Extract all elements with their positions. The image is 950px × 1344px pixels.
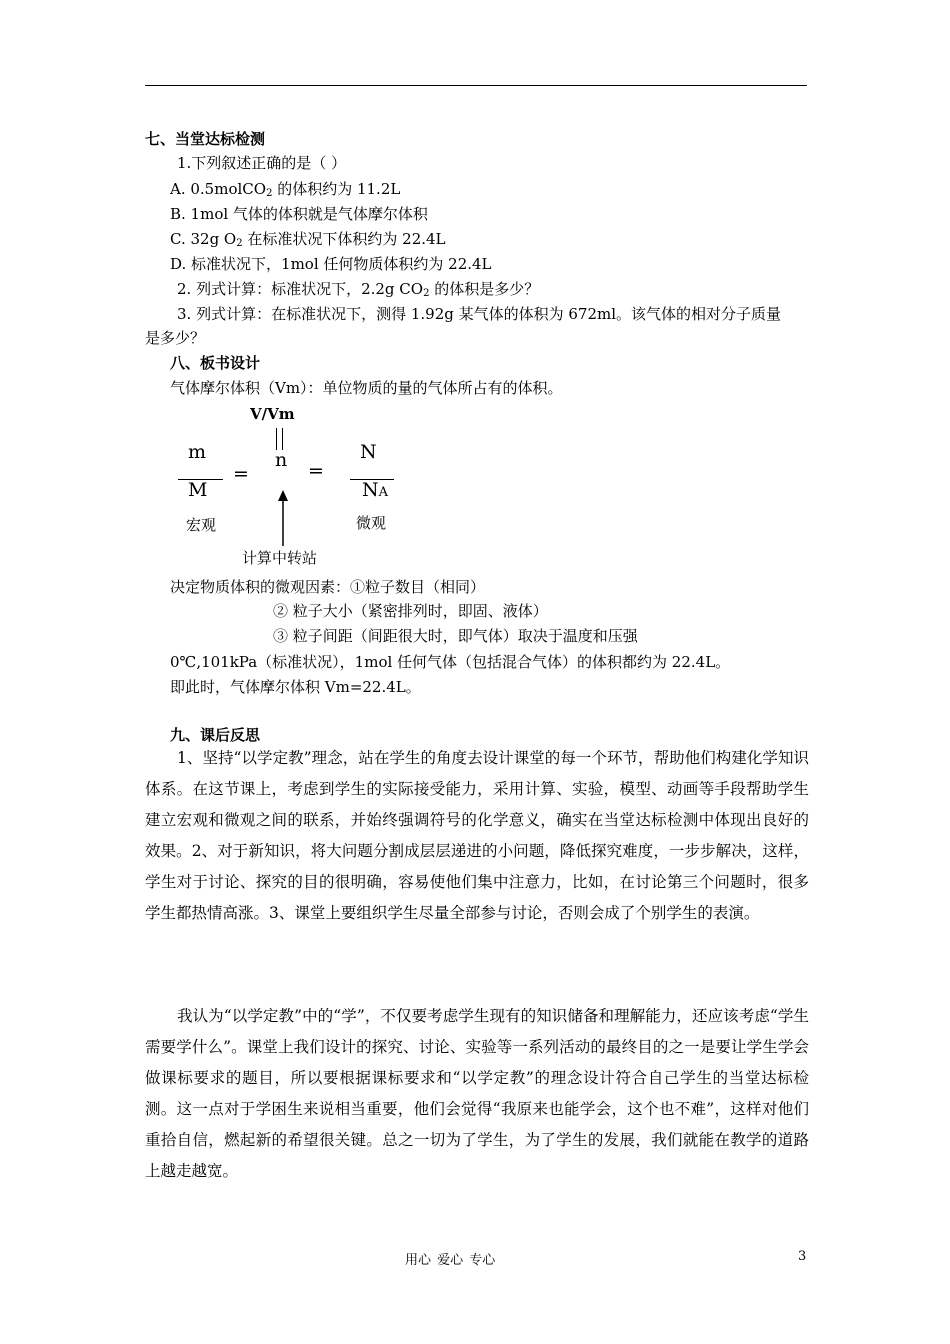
up-arrow-icon	[276, 490, 290, 546]
reflection-paragraph-1: 1、坚持“以学定教”理念，站在学生的角度去设计课堂的每一个环节，帮助他们构建化学知识体系。在这节课上，考虑到学生的实际接受能力，采用计算、实验，模型、动画等手段帮助学生建立宏观和微观之间的联系，并始终强调符号的化学意义，确实在当堂达标检测中体现出良好的效果。2、对于新知识，将大问题分割成层层递进的小问题，降低探究难度，一步步解决，这样，学生对于讨论、探究的目的很明确，容易使他们集中注意力，比如，在讨论第三个问题时，很多学生都热情高涨。3、课堂上要组织学生尽量全部参与讨论，否则会成了个别学生的表演。	[145, 749, 809, 922]
v-over-vm-label: V/Vm	[250, 405, 295, 423]
M-denominator: M	[188, 479, 208, 501]
NA-denominator: NA	[362, 479, 389, 501]
vm-value-line: 即此时，气体摩尔体积 Vm=22.4L。	[170, 678, 421, 696]
micro-label: 微观	[356, 514, 387, 532]
double-bar-right	[282, 428, 283, 450]
reflection-paragraph-2: 我认为“以学定教”中的“学”，不仅要考虑学生现有的知识储备和理解能力，还应该考虑“学生需要学什么”。课堂上我们设计的探究、讨论、实验等一系列活动的最终目的之一是要让学生学会做课标要求的题目，所以要根据课标要求和“以学定教”的理念设计符合自己学生的当堂达标检测。这一点对于学困生来说相当重要，他们会觉得“我原来也能学会，这个也不难”，这样对他们重拾自信，燃起新的希望很关键。总之一切为了学生，为了学生的发展，我们就能在教学的道路上越走越宽。	[145, 1007, 809, 1180]
option-a: A. 0.5molCO$_2$ 的体积约为 11.2L	[170, 180, 401, 199]
factors-line-1: 决定物质体积的微观因素：①粒子数目（相同）	[170, 578, 486, 596]
section-7-title: 七、当堂达标检测	[145, 130, 266, 148]
option-b: B. 1mol 气体的体积就是气体摩尔体积	[170, 205, 428, 223]
option-d: D. 标准状况下，1mol 任何物质体积约为 22.4L	[170, 255, 492, 273]
equals-sign-2: =	[308, 460, 324, 482]
footer-motto: 用心 爱心 专心	[405, 1253, 496, 1268]
question-3-line-2: 是多少？	[145, 329, 206, 347]
factors-line-3: ③ 粒子间距（间距很大时，即气体）取决于温度和压强	[273, 627, 638, 645]
option-c: C. 32g $O_2$ 在标准状况下体积约为 22.4L	[170, 230, 446, 249]
n-symbol: n	[275, 449, 288, 471]
m-numerator: m	[188, 441, 207, 463]
vm-definition: 气体摩尔体积（Vm）：单位物质的量的气体所占有的体积。	[170, 379, 563, 397]
page-number: 3	[798, 1249, 807, 1264]
hub-label: 计算中转站	[242, 549, 318, 567]
question-1: 1.下列叙述正确的是（ ）	[177, 154, 347, 172]
equals-sign-1: =	[233, 463, 249, 485]
macro-label: 宏观	[186, 516, 217, 534]
standard-conditions-line: 0℃,101kPa（标准状况），1mol 任何气体（包括混合气体）的体积都约为 22.4L。	[170, 653, 731, 671]
header-rule	[145, 85, 807, 86]
N-numerator: N	[360, 441, 377, 463]
double-bar-left	[276, 428, 277, 450]
section-9-title: 九、课后反思	[170, 726, 261, 744]
question-3-line-1: 3. 列式计算：在标准状况下，测得 1.92g 某气体的体积为 672ml。该气体的相对分子质量	[177, 305, 782, 323]
factors-line-2: ② 粒子大小（紧密排列时，即固、液体）	[273, 602, 548, 620]
question-2: 2. 列式计算：标准状况下，2.2g $CO_2$ 的体积是多少？	[177, 280, 540, 299]
section-8-title: 八、板书设计	[170, 354, 261, 372]
